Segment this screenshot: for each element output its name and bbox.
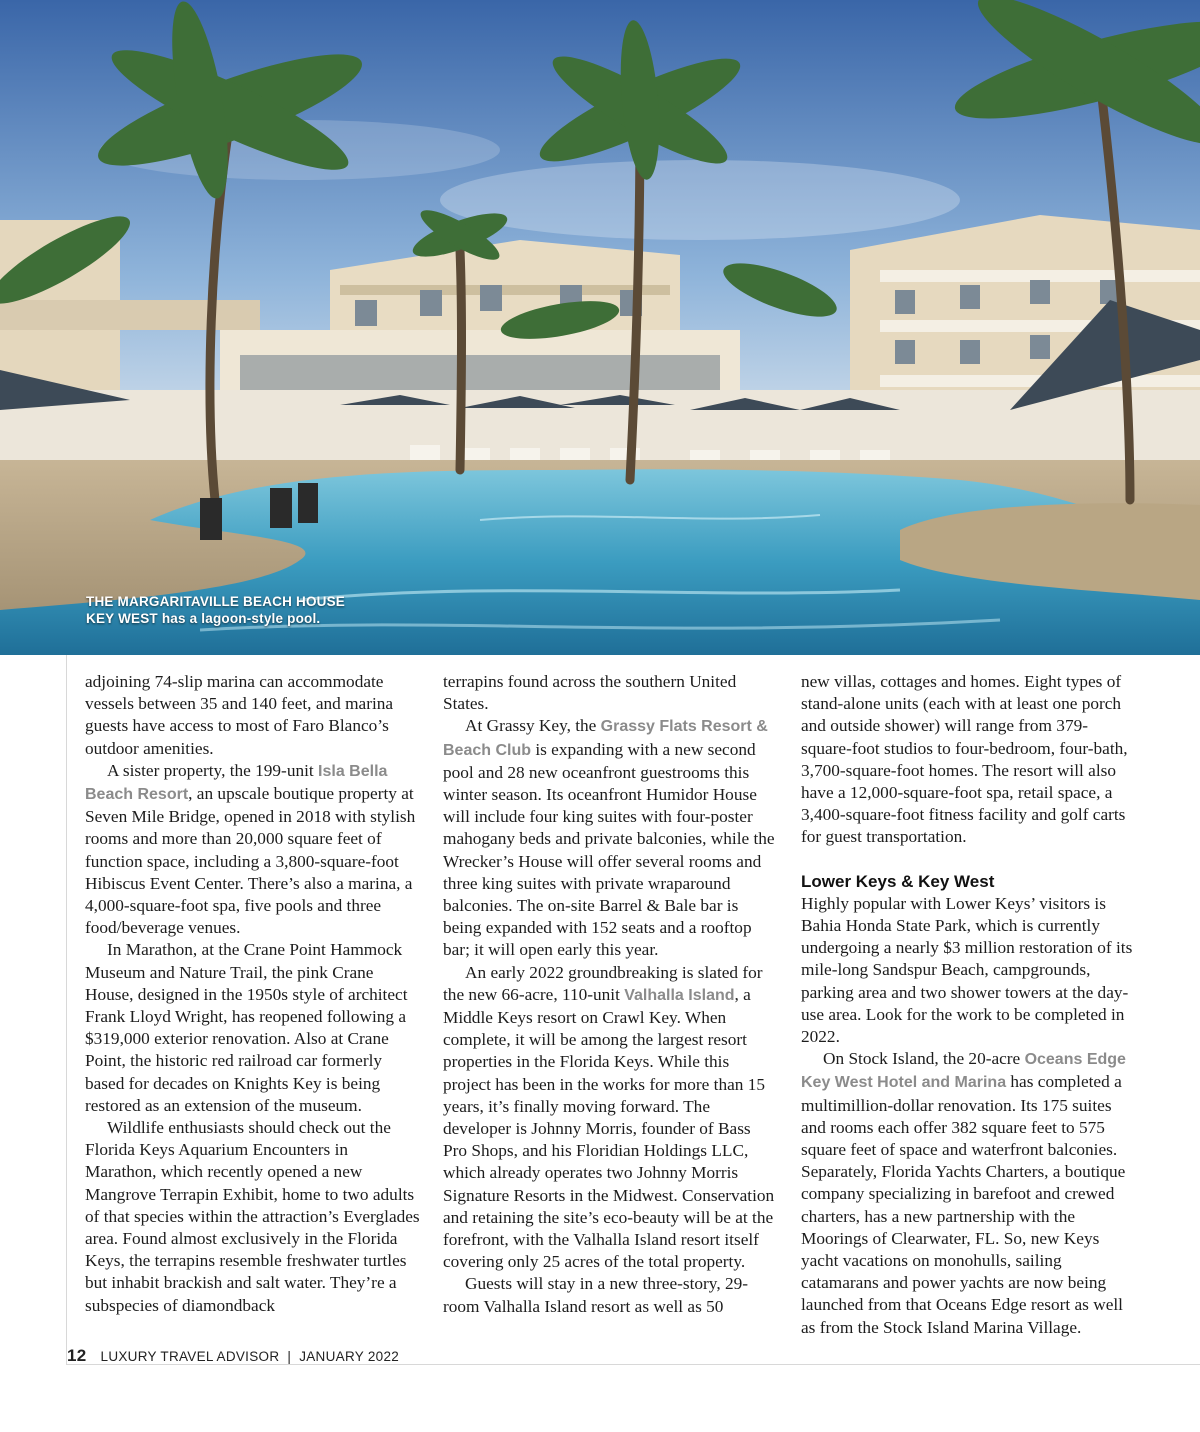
paragraph: Highly popular with Lower Keys’ visitors is Bahia Honda State Park, which is currently undergoing a nearly $3 million restoration of its mile-long Sandspur Beach, campgrounds, parking area and two shower towers at the day-use area. Look for the work to be completed in 2022. <box>801 893 1133 1047</box>
article-column-1 <box>85 671 420 1317</box>
text-run: On Stock Island, the 20-acre <box>823 1049 1025 1069</box>
caption-line-2: KEY WEST has a lagoon-style pool. <box>86 611 321 626</box>
column-rule <box>66 655 67 1364</box>
paragraph: new villas, cottages and homes. Eight types of stand-alone units (each with at least one porch and outside shower) will range from 379-square-foot studios to four-bedroom, four-bath, 3,700-square-foot homes. The resort will also have a 12,000-square-foot spa, retail space, a 3,400-square-foot fitness facility and golf carts for guest transportation. <box>801 672 1128 847</box>
publication-name: LUXURY TRAVEL ADVISOR <box>100 1349 280 1364</box>
section-heading: Lower Keys & Key West <box>801 871 995 891</box>
text-run: , an upscale boutique property at Seven Mile Bridge, opened in 2018 with stylish rooms and more than 20,000 square feet of function space, including a 3,800-square-foot Hibiscus Event Center. There’s also a marina, a 4,000-square-foot spa, five pools and three food/beverage venues. <box>85 784 416 938</box>
paragraph: adjoining 74-slip marina can accommodate vessels between 35 and 140 feet, and marina guests have access to most of Faro Blanco’s outdoor amenities. <box>85 672 394 758</box>
issue-date: JANUARY 2022 <box>299 1349 400 1364</box>
property-name-valhalla-island: Valhalla Island <box>624 986 735 1004</box>
property-name-oceans-edge: Oceans Edge Key West Hotel and Marina <box>801 1051 1126 1092</box>
paragraph: terrapins found across the southern United States. <box>443 672 737 714</box>
paragraph <box>443 962 778 1274</box>
paragraph: Guests will stay in a new three-story, 29-room Valhalla Island resort as well as 50 <box>443 1274 748 1316</box>
paragraph <box>85 760 420 940</box>
paragraph: In Marathon, at the Crane Point Hammock Museum and Nature Trail, the pink Crane House, designed in the 1950s style of architect Frank Lloyd Wright, has reopened following a $319,000 exterior renovation. Also at Crane Point, the historic red railroad car formerly based for decades on Knights Key is being restored as an extension of the museum. <box>85 940 408 1115</box>
footer-separator: | <box>287 1349 292 1364</box>
page-footer <box>67 1346 399 1370</box>
text-run: is expanding with a new second pool and 28 new oceanfront guestrooms this winter season. Its oceanfront Humidor House will include four king suites with four-poster mahogany beds and private balconies, while the Wrecker’s House will offer several rooms and three king suites with private wraparound balconies. The on-site Barrel & Bale bar is being expanded with 152 seats and a rooftop bar; it will open early this year. <box>443 739 775 960</box>
text-run: has completed a multimillion-dollar renovation. Its 175 suites and rooms each offer 382 square feet to 575 square feet of space and waterfront balconies. Separately, Florida Yachts Charters, a boutique company specializing in barefoot and crewed charters, has a new partnership with the Moorings of Clearwater, FL. So, new Keys yacht vacations on monohulls, sailing catamarans and power yachts are now being launched from that Oceans Edge resort as well as from the Stock Island Marina Village. <box>801 1072 1126 1337</box>
property-name-grassy-flats: Grassy Flats Resort & Beach Club <box>443 718 768 759</box>
text-run: , a Middle Keys resort on Crawl Key. When complete, it will be among the largest resort properties in the Florida Keys. While this project has been in the works for more than 15 years, it’s finally moving forward. The developer is Johnny Morris, founder of Bass Pro Shops, and his Floridian Holdings LLC, which already operates two Johnny Morris Signature Resorts in the Midwest. Conservation and retaining the site’s eco-beauty will be at the forefront, with the Valhalla Island resort itself covering only 25 acres of the total property. <box>443 984 775 1272</box>
paragraph <box>443 715 778 961</box>
article-column-2 <box>443 671 778 1318</box>
photo-caption <box>86 593 345 627</box>
page-number: 12 <box>67 1346 87 1365</box>
article-column-3 <box>801 671 1136 1339</box>
property-name-isla-bella: Isla Bella Beach Resort <box>85 762 388 804</box>
resort-pool-illustration <box>0 0 1200 655</box>
text-run: An early 2022 groundbreaking is slated for the new 66-acre, 110-unit <box>443 962 763 1004</box>
text-run: A sister property, the 199-unit <box>107 760 319 780</box>
text-run: At Grassy Key, the <box>465 716 601 736</box>
paragraph: Wildlife enthusiasts should check out the Florida Keys Aquarium Encounters in Marathon, which recently opened a new Mangrove Terrapin Exhibit, home to two adults of that species within the attraction’s Everglades area. Found almost exclusively in the Florida Keys, the terrapins resemble freshwater turtles but inhabit brackish and salt water. They’re a subspecies of diamondback <box>85 1118 420 1315</box>
hero-photo <box>0 0 1200 655</box>
paragraph <box>801 1048 1136 1339</box>
caption-line-1: THE MARGARITAVILLE BEACH HOUSE <box>86 594 345 609</box>
